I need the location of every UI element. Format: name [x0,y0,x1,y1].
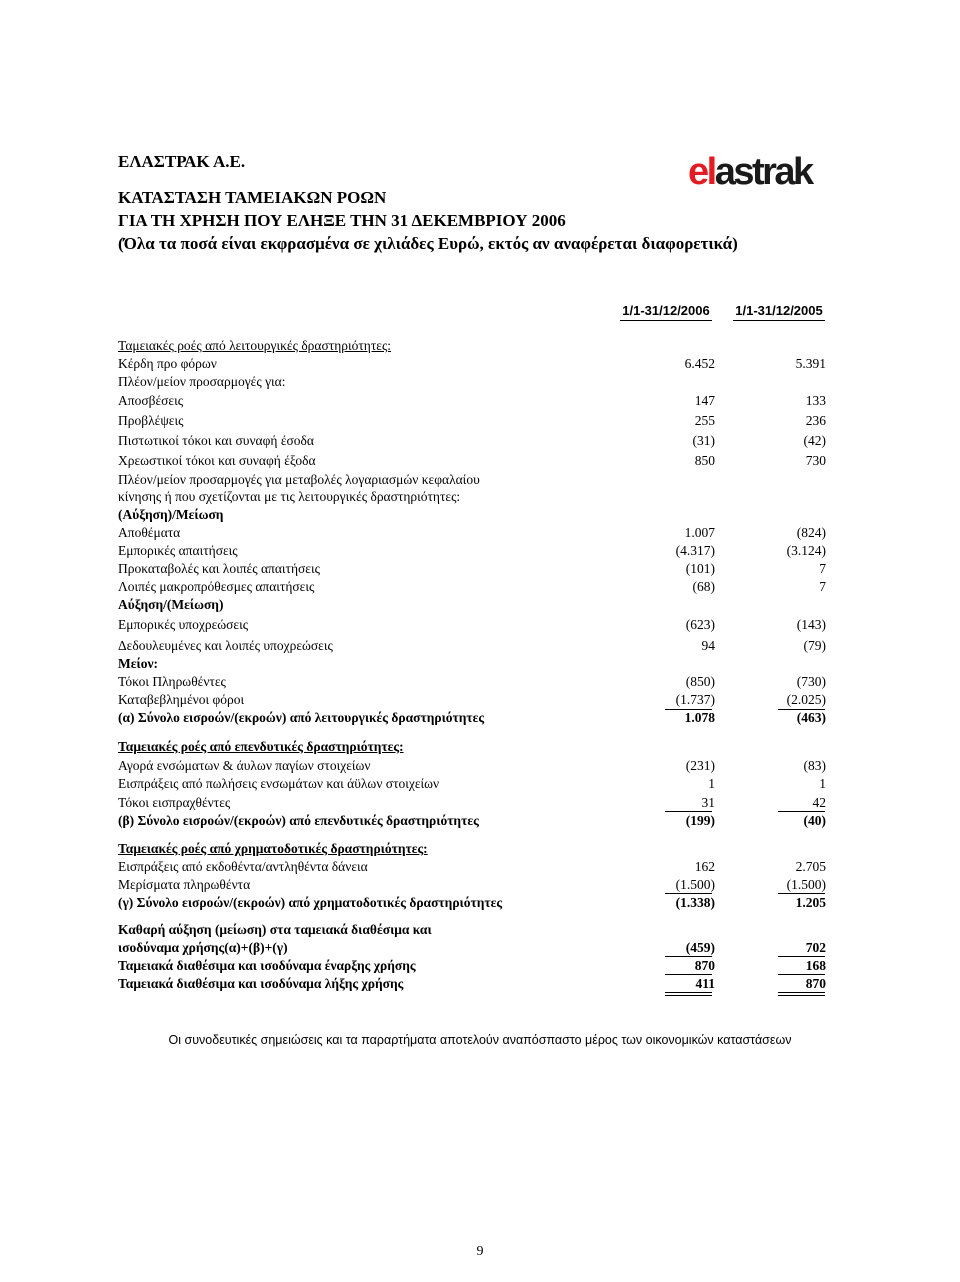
value-2005: (79) [803,638,826,653]
table-row [118,940,828,958]
value-2006: 94 [701,638,715,653]
row-label: Προκαταβολές και λοιπές απαιτήσεις [118,561,320,576]
column-header-rule-2005 [733,320,825,321]
value-2005: 1 [819,776,826,791]
row-label: Αύξηση/(Μείωση) [118,597,224,612]
row-label: Τόκοι εισπραχθέντες [118,795,231,810]
value-2005: (1.500) [786,877,826,892]
value-2005: 7 [819,579,826,594]
opening-rule-2006 [665,974,712,975]
table-row [118,489,828,507]
table-row [118,543,828,561]
net-change-rule-2005 [778,956,825,957]
closing-rule-2005-b [778,995,825,996]
table-row [118,895,828,913]
value-2005: 7 [819,561,826,576]
table-row [118,976,828,994]
value-2006: (459) [685,940,715,955]
value-2006: (101) [685,561,715,576]
row-label: Χρεωστικοί τόκοι και συναφή έξοδα [118,453,316,468]
value-2006: 1.078 [684,710,715,725]
table-row [118,617,828,635]
column-header-rule-2006 [620,320,712,321]
value-2006: (31) [692,433,715,448]
table-row [118,776,828,794]
value-2005: (83) [803,758,826,773]
statement-period: ΓΙΑ ΤΗ ΧΡΗΣΗ ΠΟΥ ΕΛΗΞΕ ΤΗΝ 31 ΔΕΚΕΜΒΡΙΟΥ 2006 [118,211,566,230]
row-label: Μερίσματα πληρωθέντα [118,877,251,892]
investing-rule-2006 [665,811,712,812]
row-label: (Αύξηση)/Μείωση [118,507,224,522]
row-label: κίνησης ή που σχετίζονται με τις λειτουργικές δραστηριότητες: [118,489,461,504]
value-2006: (199) [685,813,715,828]
table-row [118,393,828,411]
closing-rule-2005-a [778,992,825,993]
value-2006: 6.452 [684,356,715,371]
value-2006: (623) [685,617,715,632]
table-row [118,841,828,859]
table-row [118,413,828,431]
table-row [118,597,828,615]
row-label: Τόκοι Πληρωθέντες [118,674,226,689]
statement-units-note: (Όλα τα ποσά είναι εκφρασμένα σε χιλιάδες Ευρώ, εκτός αν αναφέρεται διαφορετικά) [118,234,738,253]
elastrak-logo [688,150,828,190]
row-label: (α) Σύνολο εισροών/(εκροών) από λειτουργικές δραστηριότητες [118,710,485,725]
column-header-2005: 1/1-31/12/2005 [735,303,823,318]
value-2006: (1.500) [675,877,715,892]
closing-rule-2006-b [665,995,712,996]
financing-rule-2006 [665,893,712,894]
table-row [118,739,828,757]
value-2005: 2.705 [795,859,826,874]
value-2005: (143) [796,617,826,632]
subtotal-rule-2006 [665,709,712,710]
row-label: ισοδύναμα χρήσης(α)+(β)+(γ) [118,940,288,955]
table-row [118,638,828,656]
row-label: Εμπορικές υποχρεώσεις [118,617,249,632]
row-label: Δεδουλευμένες και λοιπές υποχρεώσεις [118,638,333,653]
row-label: Προβλέψεις [118,413,184,428]
value-2005: 168 [805,958,826,973]
table-row [118,472,828,490]
value-2006: 255 [694,413,715,428]
value-2005: 1.205 [795,895,826,910]
row-label: Ταμειακά διαθέσιμα και ισοδύναμα λήξης χρήσης [118,976,404,991]
table-row [118,453,828,471]
value-2005: 870 [805,976,826,991]
table-row [118,356,828,374]
page-number: 9 [476,1244,484,1259]
statement-title: ΚΑΤΑΣΤΑΣΗ ΤΑΜΕΙΑΚΩΝ ΡΟΩΝ [118,188,387,207]
value-2005: (2.025) [786,692,826,707]
row-label: Λοιπές μακροπρόθεσμες απαιτήσεις [118,579,315,594]
investing-rule-2005 [778,811,825,812]
value-2006: 31 [701,795,715,810]
row-label: Μείον: [118,656,158,671]
table-row [118,710,828,728]
row-label: Ταμειακές ροές από χρηματοδοτικές δραστηριότητες: [118,841,428,856]
row-label: Εμπορικές απαιτήσεις [118,543,238,558]
value-2005: 5.391 [795,356,826,371]
row-label: Αποθέματα [118,525,181,540]
value-2005: 702 [805,940,826,955]
value-2006: (1.737) [675,692,715,707]
row-label: Πλέον/μείον προσαρμογές για: [118,374,286,389]
table-row [118,561,828,579]
value-2006: (68) [692,579,715,594]
row-label: Πιστωτικοί τόκοι και συναφή έσοδα [118,433,314,448]
net-change-rule-2006 [665,956,712,957]
row-label: Αποσβέσεις [118,393,184,408]
value-2006: 1.007 [684,525,715,540]
value-2005: (824) [796,525,826,540]
row-label: Ταμειακές ροές από λειτουργικές δραστηριότητες: [118,338,392,353]
value-2006: 850 [694,453,715,468]
table-row [118,525,828,543]
value-2006: (4.317) [675,543,715,558]
value-2006: 411 [695,976,715,991]
table-row [118,338,828,356]
financing-rule-2005 [778,893,825,894]
row-label: Καθαρή αύξηση (μείωση) στα ταμειακά διαθέσιμα και [118,922,432,937]
table-row [118,877,828,895]
table-row [118,579,828,597]
value-2005: (42) [803,433,826,448]
table-row [118,374,828,392]
value-2006: (231) [685,758,715,773]
closing-rule-2006-a [665,992,712,993]
opening-rule-2005 [778,974,825,975]
value-2006: 1 [708,776,715,791]
svg-text:elastrak: elastrak [688,151,812,190]
company-name: ΕΛΑΣΤΡΑΚ Α.Ε. [118,152,246,171]
table-row [118,656,828,674]
value-2005: 730 [805,453,826,468]
row-label: Πλέον/μείον προσαρμογές για μεταβολές λογαριασμών κεφαλαίου [118,472,480,487]
value-2005: 133 [805,393,826,408]
table-row [118,958,828,976]
value-2006: 147 [694,393,715,408]
row-label: Κέρδη προ φόρων [118,356,217,371]
value-2005: 236 [805,413,826,428]
value-2006: 870 [694,958,715,973]
value-2005: (463) [796,710,826,725]
row-label: Εισπράξεις από εκδοθέντα/αντληθέντα δάνεια [118,859,368,874]
row-label: Καταβεβλημένοι φόροι [118,692,245,707]
value-2005: 42 [812,795,826,810]
row-label: Ταμειακά διαθέσιμα και ισοδύναμα έναρξης χρήσης [118,958,416,973]
table-row [118,859,828,877]
table-row [118,922,828,940]
row-label: Αγορά ενσώματων & άυλων παγίων στοιχείων [118,758,371,773]
row-label: Εισπράξεις από πωλήσεις ενσωμάτων και άϋλων στοιχείων [118,776,440,791]
row-label: Ταμειακές ροές από επενδυτικές δραστηριότητες: [118,739,404,754]
value-2005: (730) [796,674,826,689]
table-row [118,813,828,831]
table-row [118,674,828,692]
footer-note: Οι συνοδευτικές σημειώσεις και τα παραρτήματα αποτελούν αναπόσπαστο μέρος των οικονομικών καταστάσεων [168,1033,792,1047]
column-header-2006: 1/1-31/12/2006 [622,303,710,318]
table-row [118,507,828,525]
table-row [118,795,828,813]
value-2006: (850) [685,674,715,689]
value-2006: (1.338) [675,895,715,910]
subtotal-rule-2005 [778,709,825,710]
row-label: (γ) Σύνολο εισροών/(εκροών) από χρηματοδοτικές δραστηριότητες [118,895,503,910]
value-2005: (40) [803,813,826,828]
value-2005: (3.124) [786,543,826,558]
value-2006: 162 [694,859,715,874]
row-label: (β) Σύνολο εισροών/(εκροών) από επενδυτικές δραστηριότητες [118,813,479,828]
table-row [118,692,828,710]
table-row [118,433,828,451]
table-row [118,758,828,776]
